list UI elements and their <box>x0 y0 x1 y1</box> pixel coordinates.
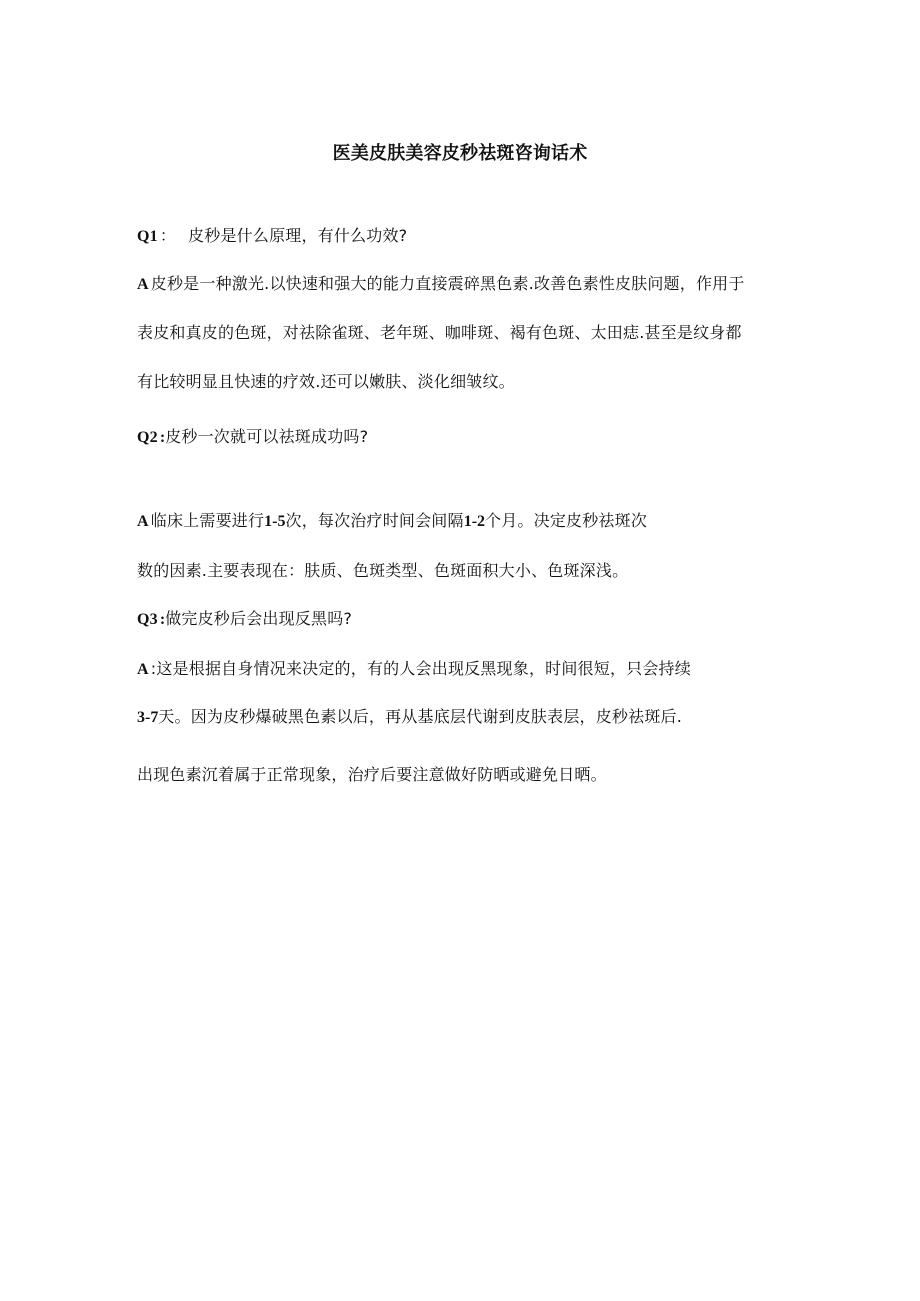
question-2-text: 皮秒一次就可以祛斑成功吗? <box>165 427 369 446</box>
answer-1-line-1 <box>137 273 787 296</box>
answer-2-text-1c: 个月。决定皮秒祛斑次 <box>485 511 648 530</box>
answer-2-text-1a: 临床上需要进行 <box>150 511 265 530</box>
answer-3-line-1 <box>137 658 787 681</box>
answer-1-text-1: 皮秒是一种激光.以快速和强大的能力直接震碎黑色素.改善色素性皮肤问题，作用于 <box>150 274 745 293</box>
answer-2-label: A <box>137 513 149 530</box>
answer-3-line-3: 出现色素沉着属于正常现象，治疗后要注意做好防晒或避免日晒。 <box>137 765 607 784</box>
question-1-label: Q1 <box>137 228 158 245</box>
question-2-line <box>137 426 787 449</box>
answer-2-sessions: 1-5 <box>264 513 286 530</box>
question-2-separator: : <box>159 429 166 446</box>
answer-2-line-1 <box>137 510 787 533</box>
document-title: 医美皮肤美容皮秒祛斑咨询话术 <box>332 143 588 165</box>
answer-2-interval: 1-2 <box>463 513 486 530</box>
answer-2-text-1b: 次，每次治疗时间会间隔 <box>285 511 464 530</box>
question-1-text: 皮秒是什么原理，有什么功效? <box>188 226 408 245</box>
answer-3-text-2: 天。因为皮秒爆破黑色素以后，再从基底层代谢到皮肤表层，皮秒祛斑后. <box>158 707 683 726</box>
answer-3-label: A <box>137 661 149 678</box>
answer-1-line-3: 有比较明显且快速的疗效.还可以嫩肤、淡化细皱纹。 <box>137 372 515 391</box>
question-1-line <box>137 225 787 248</box>
answer-3-text-1: :这是根据自身情况来决定的，有的人会出现反黑现象，时间很短，只会持续 <box>150 659 691 678</box>
question-2-label: Q2 <box>137 429 158 446</box>
question-1-separator: ： <box>159 226 177 245</box>
question-3-text: 做完皮秒后会出现反黑吗? <box>165 609 353 628</box>
answer-1-label: A <box>137 276 149 293</box>
question-3-label: Q3 <box>137 611 158 628</box>
question-3-line <box>137 608 787 631</box>
answer-3-line-2 <box>137 706 787 729</box>
question-3-separator: : <box>159 611 166 628</box>
answer-1-line-2: 表皮和真皮的色斑，对祛除雀斑、老年斑、咖啡斑、褐有色斑、太田痣.甚至是纹身都 <box>137 323 742 342</box>
answer-3-days: 3-7 <box>137 709 159 726</box>
answer-2-line-2: 数的因素.主要表现在：肤质、色斑类型、色斑面积大小、色斑深浅。 <box>137 561 629 580</box>
